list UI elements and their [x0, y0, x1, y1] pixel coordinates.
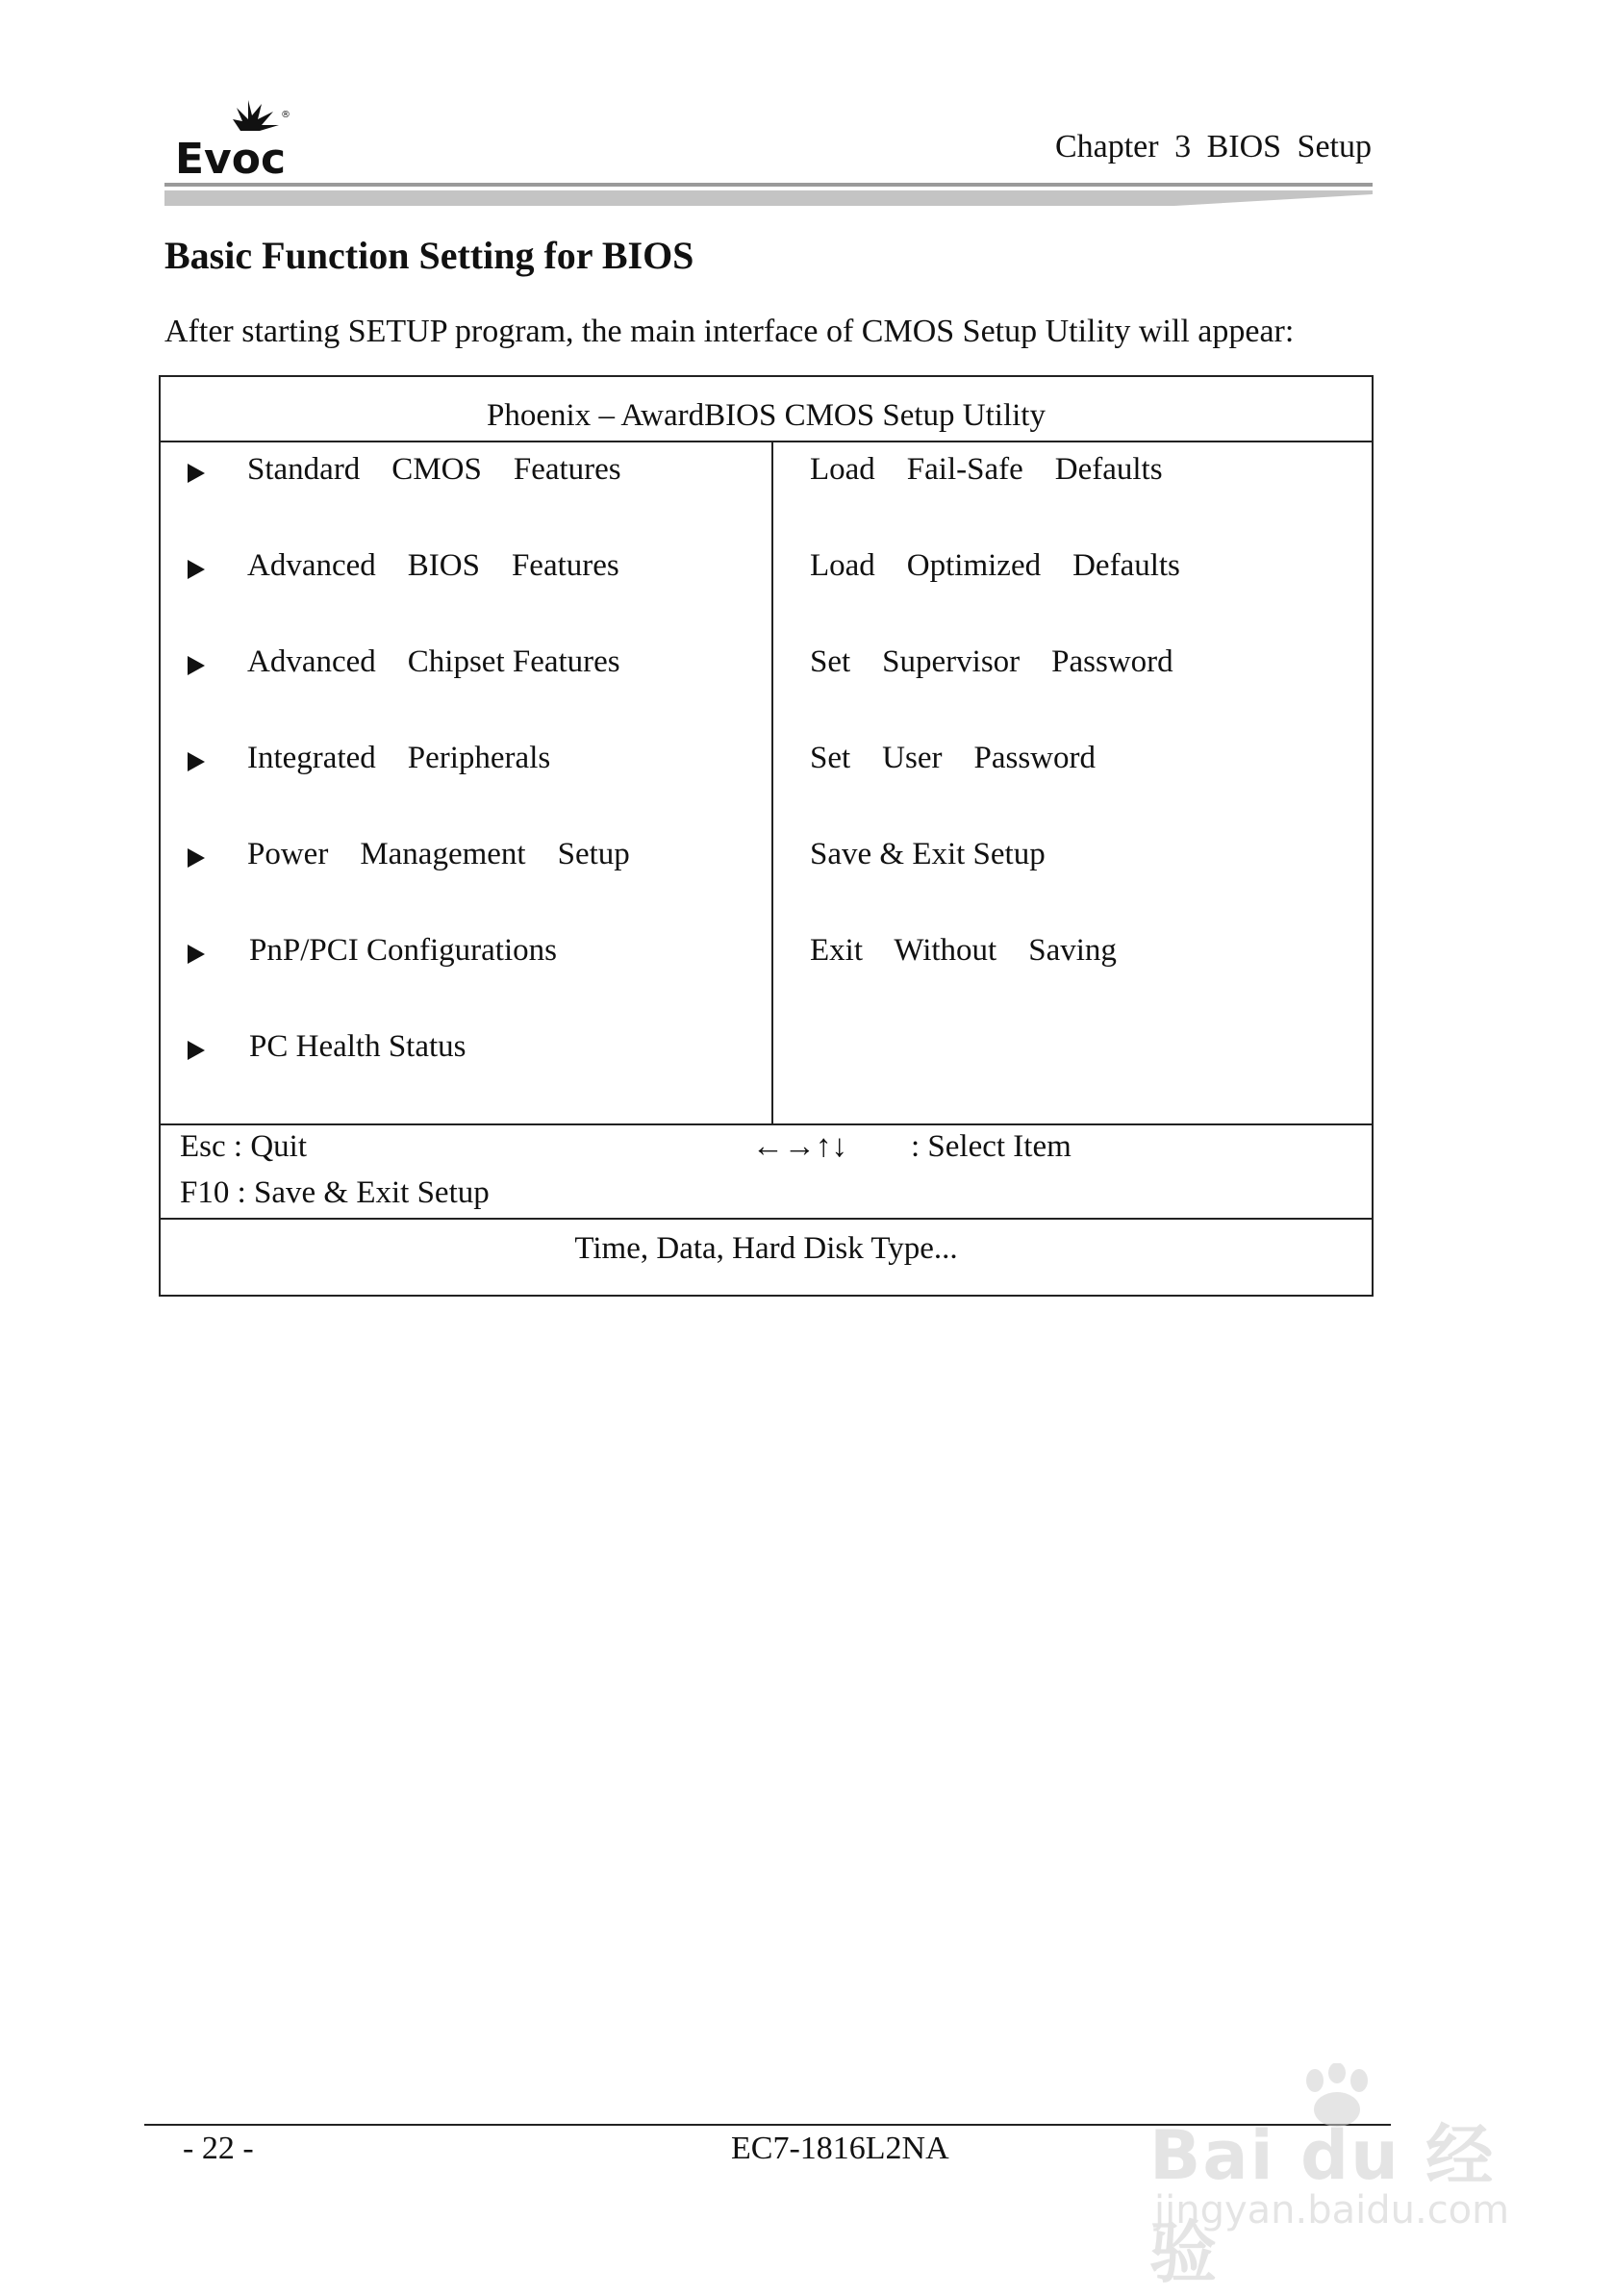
section-title: Basic Function Setting for BIOS [164, 234, 694, 277]
menu-item-supervisor-password[interactable]: Set Supervisor Password [810, 644, 1173, 679]
chapter-heading: Chapter 3 BIOS Setup [1054, 129, 1372, 164]
menu-label: Integrated Peripherals [247, 741, 551, 775]
bios-title: Phoenix – AwardBIOS CMOS Setup Utility [161, 377, 1372, 442]
svg-text:®: ® [281, 110, 290, 120]
submenu-arrow-icon [188, 752, 205, 771]
submenu-arrow-icon [188, 464, 205, 483]
keys-divider [161, 1123, 1372, 1125]
submenu-arrow-icon [188, 848, 205, 868]
help-line: Time, Data, Hard Disk Type... [574, 1231, 958, 1266]
svg-text:Evoc: Evoc [175, 135, 287, 177]
key-f10-save-exit: F10 : Save & Exit Setup [180, 1175, 490, 1210]
submenu-arrow-icon [188, 560, 205, 579]
baidu-watermark [1149, 2063, 1534, 2292]
model-number: EC7-1816L2NA [731, 2131, 949, 2166]
navigation-arrows-icon: ←→↑↓ [752, 1129, 847, 1164]
evoc-logo [173, 98, 298, 177]
header-rule [164, 183, 1373, 215]
menu-label: Advanced Chipset Features [247, 644, 620, 679]
menu-label: PC Health Status [249, 1029, 467, 1064]
menu-label: Standard CMOS Features [247, 452, 621, 487]
key-esc-quit: Esc : Quit [180, 1129, 307, 1164]
menu-item-load-failsafe[interactable]: Load Fail-Safe Defaults [810, 452, 1163, 487]
watermark-site: jingyan.baidu.com [1154, 2188, 1510, 2233]
menu-item-load-optimized[interactable]: Load Optimized Defaults [810, 548, 1180, 583]
menu-item-exit-without-saving[interactable]: Exit Without Saving [810, 933, 1117, 968]
watermark-brand: Bai du 经验 [1149, 2116, 1496, 2292]
submenu-arrow-icon [188, 656, 205, 675]
menu-label: Advanced BIOS Features [247, 548, 619, 583]
menu-label: Power Management Setup [247, 837, 630, 871]
intro-text: After starting SETUP program, the main interface of CMOS Setup Utility will appear: [164, 314, 1295, 349]
column-divider [771, 442, 773, 1125]
menu-item-save-exit[interactable]: Save & Exit Setup [810, 837, 1046, 871]
menu-item-user-password[interactable]: Set User Password [810, 741, 1096, 775]
page-number: - 22 - [183, 2131, 254, 2166]
submenu-arrow-icon [188, 1041, 205, 1060]
submenu-arrow-icon [188, 945, 205, 964]
help-divider [161, 1218, 1372, 1220]
bios-setup-screen [159, 375, 1374, 1297]
menu-label: PnP/PCI Configurations [249, 933, 557, 968]
key-select-item: : Select Item [911, 1129, 1072, 1164]
